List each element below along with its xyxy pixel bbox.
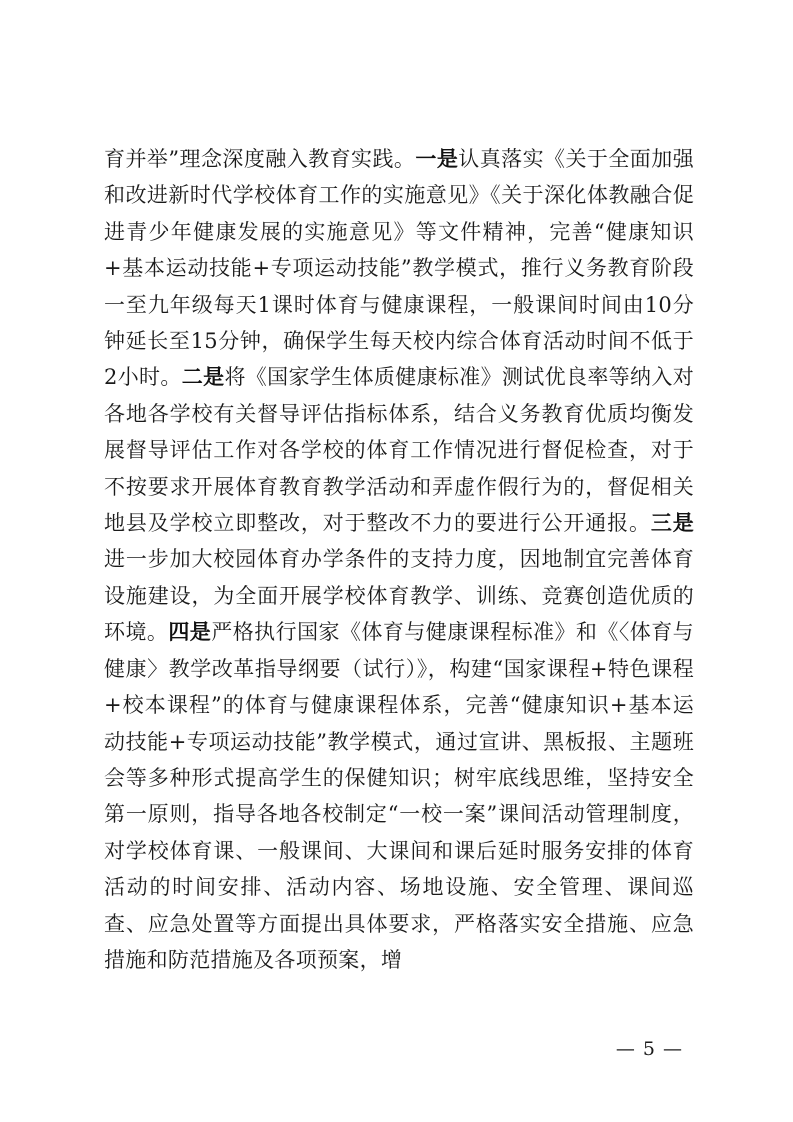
paragraph-text: 育并举”理念深度融入教育实践。 [104, 147, 416, 171]
body-paragraph [104, 141, 694, 978]
page-number: — 5 — [615, 1038, 683, 1060]
lead-phrase-one: 一是 [415, 147, 459, 171]
paragraph-text: 认真落实《关于全面加强和改进新时代学校体育工作的实施意见》《关于深化体教融合促进青少年健康发展的实施意见》等文件精神，完善“健康知识+基本运动技能+专项运动技能”教学模式，推行义务教育阶段一至九年级每天1课时体育与健康课程，一般课间时间由10分钟延长至15分钟，确保学生每天校内综合体育活动时间不低于2小时。 [104, 147, 694, 390]
paragraph-text: 进一步加大校园体育办学条件的支持力度，因地制宜完善体育设施建设，为全面开展学校体育教学、训练、竞赛创造优质的环境。 [104, 547, 694, 645]
lead-phrase-three: 三是 [650, 511, 695, 536]
lead-phrase-four: 四是 [168, 620, 212, 645]
paragraph-text: 严格执行国家《体育与健康课程标准》和《〈体育与健康〉教学改革指导纲要（试行）》，构建“国家课程+特色课程+校本课程”的体育与健康课程体系，完善“健康知识+基本运动技能+专项运动技能”教学模式，通过宣讲、黑板报、主题班会等多种形式提高学生的保健知识；树牢底线思维，坚持安全第一原则，指导各地各校制定“一校一案”课间活动管理制度，对学校体育课、一般课间、大课间和课后延时服务安排的体育活动的时间安排、活动内容、场地设施、安全管理、课间巡查、应急处置等方面提出具体要求，严格落实安全措施、应急措施和防范措施及各项预案，增 [104, 620, 694, 972]
lead-phrase-two: 二是 [181, 365, 225, 390]
paragraph-text: 将《国家学生体质健康标准》测试优良率等纳入对各地各学校有关督导评估指标体系，结合义务教育优质均衡发展督导评估工作对各学校的体育工作情况进行督促检查，对于不按要求开展体育教育教学活动和弄虚作假行为的，督促相关地县及学校立即整改，对于整改不力的要进行公开通报。 [104, 365, 694, 536]
